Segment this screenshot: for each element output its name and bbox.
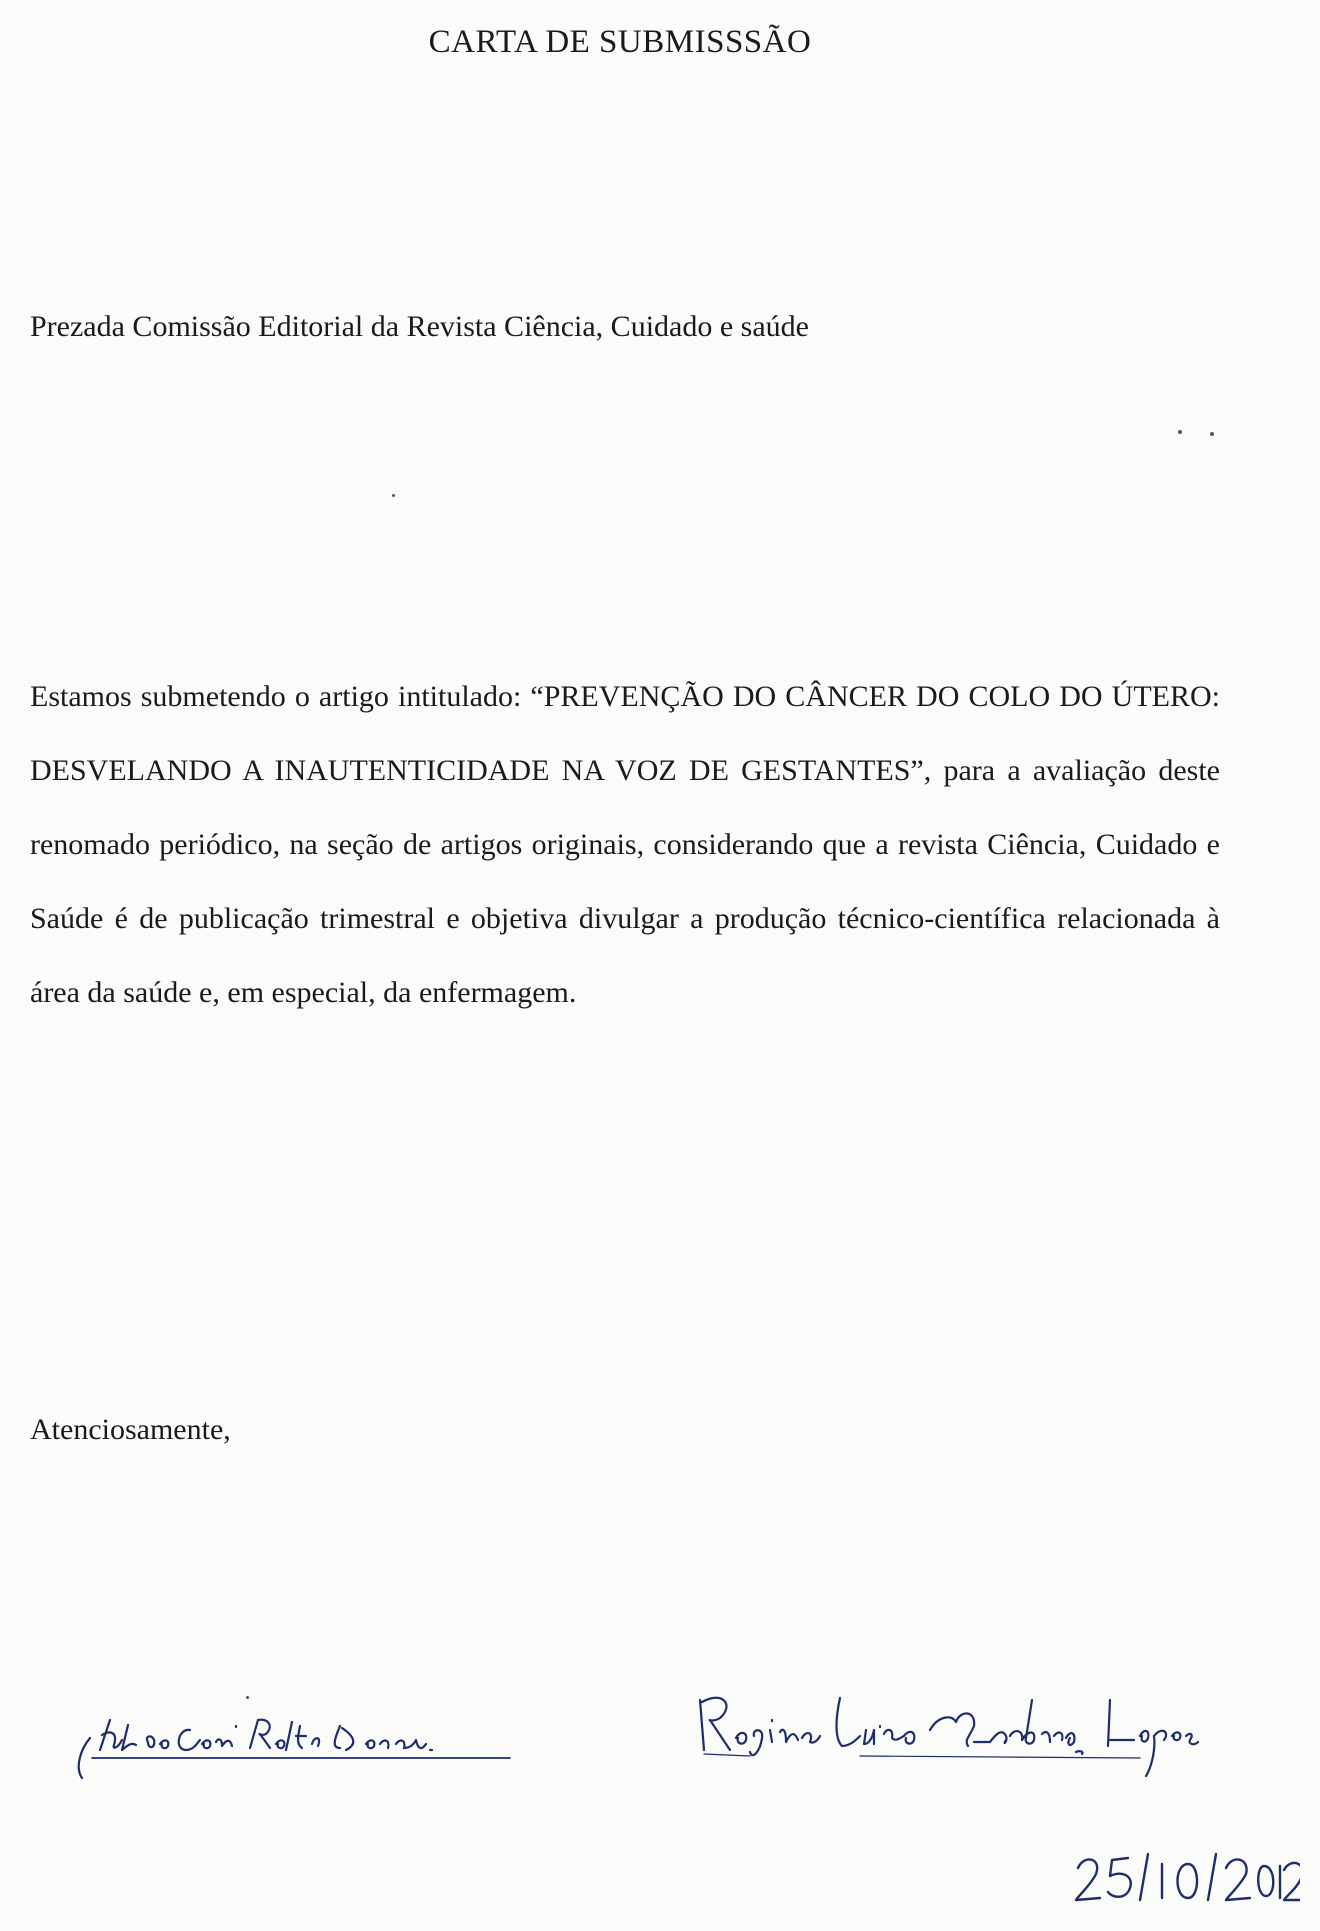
scan-speck: [1178, 430, 1182, 434]
scan-speck: [246, 1696, 249, 1699]
closing-phrase: Atenciosamente,: [30, 1413, 231, 1446]
signature-left: [70, 1690, 570, 1790]
letter-body: Estamos submetendo o artigo intitulado: “PREVENÇÃO DO CÂNCER DO COLO DO ÚTERO: DESVELANDO A INAUTENTICIDADE NA VOZ DE GESTANTES”, para a avaliação deste renomado periódico, na seção de artigos originais, considerando que a revista Ciência, Cuidado e Saúde é de publicação trimestral e objetiva divulgar a produção técnico-científica relacionada à área da saúde e, em especial, da enfermagem.: [30, 680, 1220, 1009]
salutation: Prezada Comissão Editorial da Revista Ciência, Cuidado e saúde: [30, 310, 809, 343]
scan-speck: [1210, 432, 1214, 436]
signature-right: [690, 1680, 1210, 1790]
letter-title: CARTA DE SUBMISSSÃO: [428, 24, 812, 60]
scan-speck: [392, 494, 395, 497]
handwritten-date: [1070, 1840, 1300, 1910]
